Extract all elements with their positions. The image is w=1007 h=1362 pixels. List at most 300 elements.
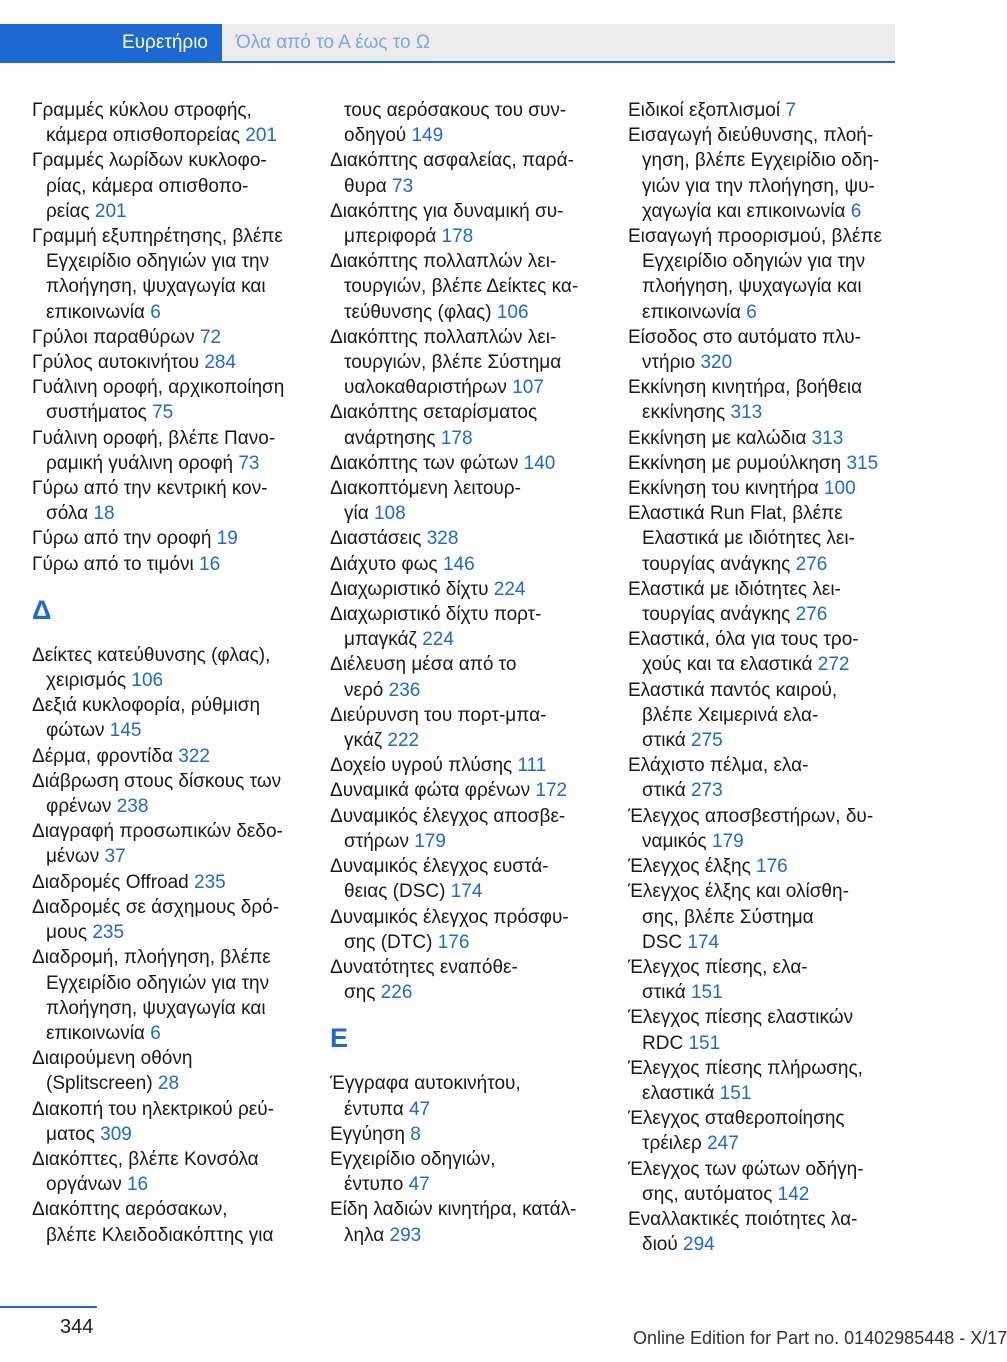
index-entry-text: Ελαστικά Run Flat, βλέπε xyxy=(628,503,843,525)
page-reference-link[interactable]: 272 xyxy=(817,654,850,676)
index-entry xyxy=(32,1097,327,1122)
index-entry-text: Έλεγχος έλξης xyxy=(628,856,757,878)
index-entry-text: ναμικός xyxy=(642,830,712,852)
index-entry-text: χειρισμός xyxy=(46,670,132,692)
index-entry-text: υαλοκαθαριστήρων xyxy=(344,377,513,399)
index-entry-text: ραμική γυάλινη οροφή xyxy=(46,452,239,474)
index-entry-continuation xyxy=(32,996,327,1021)
index-entry-continuation xyxy=(330,1223,625,1248)
index-entry xyxy=(628,123,923,148)
index-entry-text: Διακοπτόμενη λειτουρ‐ xyxy=(330,478,521,500)
page-reference-link[interactable]: 236 xyxy=(388,679,421,701)
page-reference-link[interactable]: 145 xyxy=(109,720,142,742)
page-reference-link[interactable]: 179 xyxy=(414,830,446,852)
index-entry-continuation xyxy=(330,678,625,703)
page-reference-link[interactable]: 47 xyxy=(408,1174,430,1196)
page-reference-link[interactable]: 224 xyxy=(422,629,454,651)
index-entry-text: Ελαστικά με ιδιότητες λει‐ xyxy=(642,528,855,550)
index-entry-text: επικοινωνία xyxy=(642,301,747,323)
page-reference-link[interactable]: 178 xyxy=(440,427,473,449)
index-entry xyxy=(628,426,923,451)
index-entry-text: Διαχωριστικό δίχτυ xyxy=(330,578,494,600)
index-entry xyxy=(330,955,625,980)
index-entry-text: ντήριο xyxy=(642,352,701,374)
index-entry-text: πλοήγηση, ψυχαγωγία και xyxy=(642,276,862,298)
index-entry-text: Έλεγχος πίεσης ελαστικών xyxy=(628,1007,854,1029)
index-entry xyxy=(32,350,327,375)
page-number: 344 xyxy=(60,1316,94,1338)
page-reference-link[interactable]: 313 xyxy=(811,427,844,449)
index-entry xyxy=(330,1147,625,1172)
page-reference-link[interactable]: 18 xyxy=(93,503,115,525)
page-reference-link[interactable]: 226 xyxy=(380,982,413,1004)
index-entry-text: Γύρω από το τιμόνι xyxy=(32,553,200,575)
page-reference-link[interactable]: 7 xyxy=(785,100,796,121)
page-reference-link[interactable]: 146 xyxy=(442,553,475,575)
index-entry-text: τουργιών, βλέπε Σύστημα xyxy=(344,352,562,374)
page-reference-link[interactable]: 106 xyxy=(131,670,164,692)
index-entry-continuation xyxy=(628,148,923,173)
index-entry-text: Εναλλακτικές ποιότητες λα‐ xyxy=(628,1208,858,1230)
index-entry xyxy=(32,375,327,400)
index-entry-text: Δυναμικός έλεγχος ευστά‐ xyxy=(330,856,549,878)
index-entry xyxy=(330,325,625,350)
index-entry-text: γκάζ xyxy=(344,730,388,752)
page-reference-link[interactable]: 151 xyxy=(719,1082,752,1104)
index-entry-text: Ελάχιστο πέλμα, ελα‐ xyxy=(628,755,809,777)
index-entry-text: Εισαγωγή διεύθυνσης, πλοή‐ xyxy=(628,125,874,147)
index-entry-continuation xyxy=(628,980,923,1005)
index-entry xyxy=(330,905,625,930)
index-entry-text: Δυναμικός έλεγχος πρόσφυ‐ xyxy=(330,906,569,928)
index-entry-continuation xyxy=(628,526,923,551)
page-reference-link[interactable]: 315 xyxy=(846,452,879,474)
index-entry-text: Δείκτες κατεύθυνσης (φλας), xyxy=(32,644,271,666)
index-entry-continuation xyxy=(330,274,625,299)
index-entry-text: θυρα xyxy=(344,175,393,197)
index-entry xyxy=(330,476,625,501)
index-entry-text: μένων xyxy=(46,846,105,868)
index-entry-text: τους αερόσακους του συν‐ xyxy=(344,100,567,121)
index-entry xyxy=(628,804,923,829)
index-column-3 xyxy=(628,98,923,1257)
index-entry-text: Διαγραφή προσωπικών δεδο‐ xyxy=(32,821,283,843)
index-entry xyxy=(32,945,327,970)
index-entry-continuation xyxy=(628,778,923,803)
index-entry xyxy=(330,804,625,829)
section-letter: Ε xyxy=(330,1023,349,1054)
index-entry-continuation xyxy=(32,1172,327,1197)
index-entry-text: Έλεγχος πίεσης πλήρωσης, xyxy=(628,1057,863,1079)
index-entry xyxy=(628,879,923,904)
index-entry-text: Διεύρυνση του πορτ-μπα‐ xyxy=(330,704,547,726)
page-reference-link[interactable]: 284 xyxy=(204,352,237,374)
index-entry-continuation xyxy=(32,718,327,743)
index-entry-continuation xyxy=(32,123,327,148)
index-entry-text: τουργίας ανάγκης xyxy=(642,553,796,575)
index-entry-text: Δεξιά κυκλοφορία, ρύθμιση xyxy=(32,695,261,717)
index-entry-text: Διακόπτης αερόσακων, xyxy=(32,1199,228,1221)
page-reference-link[interactable]: 16 xyxy=(199,553,221,575)
index-entry-continuation xyxy=(32,794,327,819)
index-entry xyxy=(628,753,923,778)
index-entry xyxy=(32,98,327,123)
index-entry-text: Εκκίνηση κινητήρα, βοήθεια xyxy=(628,377,863,399)
index-entry-text: Διαχωριστικό δίχτυ πορτ‐ xyxy=(330,604,542,626)
index-entry-text: γία xyxy=(344,503,374,525)
page-reference-link[interactable]: 293 xyxy=(389,1224,422,1246)
page-reference-link[interactable]: 19 xyxy=(216,528,238,550)
index-entry xyxy=(628,325,923,350)
index-entry-text: συστήματος xyxy=(46,402,153,424)
index-entry-text: Ειδικοί εξοπλισμοί xyxy=(628,100,786,121)
index-entry xyxy=(330,1197,625,1222)
page-reference-link[interactable]: 75 xyxy=(152,402,174,424)
index-entry-text: Διακόπτης για δυναμική συ‐ xyxy=(330,200,564,222)
page-reference-link[interactable]: 140 xyxy=(523,452,556,474)
index-entry xyxy=(330,854,625,879)
index-entry xyxy=(628,577,923,602)
index-column-1 xyxy=(32,98,327,1248)
index-entry xyxy=(330,552,625,577)
tab-section-a-to-z[interactable]: Όλα από το Α έως το Ω xyxy=(222,24,895,61)
index-entry xyxy=(628,224,923,249)
index-entry xyxy=(330,249,625,274)
index-entry-text: στήρων xyxy=(344,830,415,852)
index-entry-continuation xyxy=(628,1081,923,1106)
index-entry-text: Ελαστικά παντός καιρού, xyxy=(628,679,838,701)
index-entry-text: Δυναμικός έλεγχος αποσβε‐ xyxy=(330,805,566,827)
index-entry xyxy=(32,1197,327,1222)
index-entry-text: Διακόπτης πολλαπλών λει‐ xyxy=(330,326,557,348)
index-entry-continuation xyxy=(628,652,923,677)
page-reference-link[interactable]: 6 xyxy=(850,200,862,222)
page-reference-link[interactable]: 142 xyxy=(777,1183,810,1205)
index-entry-text: Γρύλοι παραθύρων xyxy=(32,326,200,348)
index-entry xyxy=(32,643,327,668)
tab-index[interactable]: Ευρετήριο xyxy=(0,24,222,61)
index-entry-continuation xyxy=(32,668,327,693)
index-entry xyxy=(628,1056,923,1081)
index-entry xyxy=(330,602,625,627)
index-entry-continuation xyxy=(628,1182,923,1207)
index-entry-text: βλέπε Χειμερινά ελα‐ xyxy=(642,704,819,726)
index-entry-text: Δοχείο υγρού πλύσης xyxy=(330,755,518,777)
index-entry-text: Έλεγχος έλξης και ολίσθη‐ xyxy=(628,881,849,903)
index-entry-text: Γυάλινη οροφή, αρχικοποίηση xyxy=(32,377,285,399)
page-header xyxy=(0,24,895,61)
index-entry-text: Διαδρομές Offroad xyxy=(32,871,195,893)
index-entry xyxy=(330,148,625,173)
index-entry-text: διού xyxy=(642,1234,684,1256)
index-entry-text: Δυναμικά φώτα φρένων xyxy=(330,780,536,802)
page-reference-link[interactable]: 37 xyxy=(104,846,126,868)
index-entry-text: έντυπο xyxy=(344,1174,409,1196)
page-reference-link[interactable]: 172 xyxy=(535,780,568,802)
index-entry xyxy=(330,199,625,224)
index-entry-text: επικοινωνία xyxy=(46,301,151,323)
index-entry-continuation xyxy=(330,375,625,400)
index-entry-continuation xyxy=(32,1071,327,1096)
index-entry xyxy=(32,476,327,501)
index-entry xyxy=(628,501,923,526)
footer-divider xyxy=(0,1306,97,1308)
index-entry-continuation xyxy=(32,451,327,476)
index-entry xyxy=(32,693,327,718)
index-entry-continuation xyxy=(32,844,327,869)
page-reference-link[interactable]: 313 xyxy=(730,402,763,424)
index-entry-text: χαγωγία και επικοινωνία xyxy=(642,200,851,222)
index-entry xyxy=(330,1122,625,1147)
index-entry-text: στικά xyxy=(642,780,691,802)
index-entry-text: Έλεγχος πίεσης, ελα‐ xyxy=(628,956,808,978)
page-reference-link[interactable]: 176 xyxy=(756,856,788,878)
index-entry-continuation xyxy=(330,1172,625,1197)
page-reference-link[interactable]: 100 xyxy=(823,478,856,500)
index-entry-text: σης, αυτόματος xyxy=(642,1183,778,1205)
index-entry xyxy=(32,819,327,844)
index-entry-continuation xyxy=(32,920,327,945)
page-reference-link[interactable]: 16 xyxy=(126,1174,149,1196)
index-entry-text: χούς και τα ελαστικά xyxy=(642,654,818,676)
index-entry-text: Διέλευση μέσα από το xyxy=(330,654,517,676)
index-entry-text: DSC xyxy=(642,931,688,953)
index-entry xyxy=(330,400,625,425)
header-divider xyxy=(0,61,895,63)
index-entry-continuation xyxy=(628,930,923,955)
page-reference-link[interactable]: 224 xyxy=(493,578,526,600)
index-entry-continuation xyxy=(628,274,923,299)
index-entry-continuation xyxy=(32,1122,327,1147)
index-entry-continuation xyxy=(330,930,625,955)
index-entry xyxy=(628,476,923,501)
index-entry-continuation xyxy=(330,728,625,753)
index-entry-text: Έγγραφα αυτοκινήτου, xyxy=(330,1073,521,1095)
index-entry-text: πλοήγηση, ψυχαγωγία και xyxy=(46,276,266,298)
page-reference-link[interactable]: 47 xyxy=(408,1098,431,1120)
index-entry-text: Διάχυτο φως xyxy=(330,553,443,575)
index-entry-continuation xyxy=(32,274,327,299)
index-entry xyxy=(32,552,327,577)
page-reference-link[interactable]: 73 xyxy=(392,175,414,197)
page-reference-link[interactable]: 72 xyxy=(199,326,222,348)
page-reference-link[interactable]: 178 xyxy=(441,226,474,248)
index-entry xyxy=(330,703,625,728)
index-entry xyxy=(32,426,327,451)
index-entry-text: μπεριφορά xyxy=(344,226,442,248)
index-entry-text: Ελαστικά, όλα για τους τρο‐ xyxy=(628,629,859,651)
page-reference-link[interactable]: 322 xyxy=(178,745,210,767)
index-entry-continuation xyxy=(330,224,625,249)
index-entry-text: Διαδρομή, πλοήγηση, βλέπε xyxy=(32,947,271,969)
index-entry-continuation xyxy=(628,728,923,753)
index-entry-text: Εκκίνηση με καλώδια xyxy=(628,427,812,449)
index-entry-text: ματος xyxy=(46,1123,101,1145)
page-reference-link[interactable]: 8 xyxy=(410,1123,421,1145)
page-reference-link[interactable]: 294 xyxy=(683,1234,715,1256)
index-entry-text: Διακοπή του ηλεκτρικού ρεύ‐ xyxy=(32,1098,274,1120)
index-entry-text: οδηγού xyxy=(344,125,412,147)
page-reference-link[interactable]: 328 xyxy=(426,528,459,550)
index-entry-continuation xyxy=(628,350,923,375)
index-entry-continuation xyxy=(330,426,625,451)
index-entry-text: Διακόπτες, βλέπε Κονσόλα xyxy=(32,1148,259,1170)
index-entry-text: τουργιών, βλέπε Δείκτες κα‐ xyxy=(344,276,579,298)
index-entry xyxy=(32,148,327,173)
index-entry-continuation xyxy=(32,300,327,325)
index-entry xyxy=(628,854,923,879)
page-reference-link[interactable]: 106 xyxy=(496,301,529,323)
index-entry-text: Εκκίνηση του κινητήρα xyxy=(628,478,824,500)
page-reference-link[interactable]: 235 xyxy=(92,922,125,944)
page-reference-link[interactable]: 174 xyxy=(450,881,483,903)
index-entry-text: φώτων xyxy=(46,720,110,742)
index-entry-text: Διακόπτης πολλαπλών λει‐ xyxy=(330,251,557,273)
page-reference-link[interactable]: 149 xyxy=(411,125,444,147)
index-entry-text: τρέιλερ xyxy=(642,1133,708,1155)
index-entry-text: Ελαστικά με ιδιότητες λει‐ xyxy=(628,578,841,600)
index-entry-text: τουργίας ανάγκης xyxy=(642,604,796,626)
index-entry-text: γηση, βλέπε Εγχειρίδιο οδη‐ xyxy=(642,150,880,172)
index-entry-text: σης (DTC) xyxy=(344,931,438,953)
index-entry-text: κάμερα οπισθοπορείας xyxy=(46,125,246,147)
index-entry-text: φρένων xyxy=(46,796,117,818)
index-entry-text: Γραμμές λωρίδων κυκλοφο‐ xyxy=(32,150,267,172)
index-entry xyxy=(628,1157,923,1182)
index-entry-continuation xyxy=(330,174,625,199)
page-reference-link[interactable]: 174 xyxy=(687,931,720,953)
index-entry-text: Εισαγωγή προορισμού, βλέπε xyxy=(628,226,883,248)
index-entry-continuation xyxy=(628,905,923,930)
index-entry xyxy=(628,678,923,703)
index-entry xyxy=(32,224,327,249)
index-entry-text: ελαστικά xyxy=(642,1082,720,1104)
index-entry-text: στικά xyxy=(642,730,691,752)
index-entry-text: Έλεγχος των φώτων οδήγη‐ xyxy=(628,1158,864,1180)
page-reference-link[interactable]: 309 xyxy=(100,1123,132,1145)
index-entry-text: Διακόπτης των φώτων xyxy=(330,452,524,474)
index-entry xyxy=(32,1147,327,1172)
index-entry-continuation xyxy=(628,174,923,199)
index-entry-text: Δυνατότητες εναπόθε‐ xyxy=(330,956,518,978)
page-reference-link[interactable]: 108 xyxy=(373,503,406,525)
index-entry xyxy=(628,98,923,123)
index-entry-text: μους xyxy=(46,922,93,944)
index-entry-text: ρίας, κάμερα οπισθοπο‐ xyxy=(46,175,249,197)
index-entry-continuation xyxy=(628,703,923,728)
page-reference-link[interactable]: 111 xyxy=(517,755,547,777)
index-entry xyxy=(628,375,923,400)
page-reference-link[interactable]: 28 xyxy=(157,1073,180,1095)
index-entry-continuation xyxy=(330,350,625,375)
index-entry-continuation xyxy=(628,829,923,854)
index-entry-continuation xyxy=(330,501,625,526)
index-entry-continuation xyxy=(32,1223,327,1248)
index-entry-text: RDC xyxy=(642,1032,689,1054)
index-entry-continuation xyxy=(628,552,923,577)
index-entry-text: τεύθυνσης (φλας) xyxy=(344,301,497,323)
index-entry-text: Διαστάσεις xyxy=(330,528,427,550)
index-column-2 xyxy=(330,98,625,1248)
page-reference-link[interactable]: 6 xyxy=(150,1022,161,1044)
index-entry xyxy=(32,895,327,920)
index-entry-text: ρείας xyxy=(46,200,95,222)
index-entry xyxy=(32,526,327,551)
index-entry-continuation xyxy=(628,300,923,325)
index-entry-text: στικά xyxy=(642,982,691,1004)
index-entry-text: επικοινωνία xyxy=(46,1022,151,1044)
page-reference-link[interactable]: 320 xyxy=(700,352,733,374)
index-entry xyxy=(32,1046,327,1071)
index-entry-text: Διαδρομές σε άσχημους δρό‐ xyxy=(32,896,280,918)
page-reference-link[interactable]: 238 xyxy=(116,796,149,818)
index-entry xyxy=(628,955,923,980)
page-reference-link[interactable]: 179 xyxy=(711,830,744,852)
index-entry xyxy=(628,1207,923,1232)
index-entry-continuation xyxy=(628,199,923,224)
page-reference-link[interactable]: 201 xyxy=(94,200,127,222)
page-reference-link[interactable]: 151 xyxy=(688,1032,721,1054)
index-entry-continuation xyxy=(628,602,923,627)
index-entry-text: Γυάλινη οροφή, βλέπε Πανο‐ xyxy=(32,427,276,449)
index-entry-continuation xyxy=(628,400,923,425)
index-entry-text: Εγχειρίδιο οδηγιών για την xyxy=(46,251,270,273)
index-entry-continuation xyxy=(628,1031,923,1056)
index-entry xyxy=(330,1071,625,1096)
page-reference-link[interactable]: 151 xyxy=(690,982,723,1004)
page-reference-link[interactable]: 273 xyxy=(690,780,723,802)
index-entry-text: Είδη λαδιών κινητήρα, κατάλ‐ xyxy=(330,1199,577,1221)
index-entry-continuation xyxy=(330,98,625,123)
page-reference-link[interactable]: 176 xyxy=(437,931,470,953)
index-entry xyxy=(628,627,923,652)
index-entry-text: Εγχειρίδιο οδηγιών για την xyxy=(642,251,866,273)
page-reference-link[interactable]: 235 xyxy=(194,871,226,893)
page-reference-link[interactable]: 247 xyxy=(707,1133,739,1155)
index-entry-text: ληλα xyxy=(344,1224,390,1246)
page-reference-link[interactable]: 73 xyxy=(238,452,260,474)
page-reference-link[interactable]: 6 xyxy=(746,301,757,323)
index-entry xyxy=(32,325,327,350)
page-reference-link[interactable]: 276 xyxy=(795,604,828,626)
index-entry-continuation xyxy=(330,627,625,652)
index-entry-text: Γύρω από την οροφή xyxy=(32,528,217,550)
index-entry-text: Δέρμα, φροντίδα xyxy=(32,745,179,767)
page-reference-link[interactable]: 107 xyxy=(512,377,544,399)
index-entry-text: Εγγύηση xyxy=(330,1123,411,1145)
page-reference-link[interactable]: 222 xyxy=(387,730,420,752)
index-entry-text: έντυπα xyxy=(344,1098,409,1120)
index-entry-text: (Splitscreen) xyxy=(46,1073,158,1095)
index-entry-text: σόλα xyxy=(46,503,94,525)
page-reference-link[interactable]: 6 xyxy=(150,301,161,323)
index-entry-continuation xyxy=(628,1131,923,1156)
index-entry-text: Γραμμές κύκλου στροφής, xyxy=(32,100,252,121)
page-reference-link[interactable]: 276 xyxy=(795,553,828,575)
index-entry-continuation xyxy=(330,123,625,148)
page-reference-link[interactable]: 275 xyxy=(690,730,723,752)
edition-note[interactable]: Online Edition for Part no. 01402985448 - X/17 xyxy=(633,1328,1007,1348)
index-entry xyxy=(628,451,923,476)
index-entry-text: Διαιρούμενη οθόνη xyxy=(32,1048,193,1070)
page-reference-link[interactable]: 201 xyxy=(245,125,277,147)
index-entry-continuation xyxy=(32,971,327,996)
index-entry-text: σης, βλέπε Σύστημα xyxy=(642,906,814,928)
index-entry-text: Διακόπτης ασφαλείας, παρά‐ xyxy=(330,150,574,172)
index-entry-text: γιών για την πλοήγηση, ψυ‐ xyxy=(642,175,875,197)
index-entry xyxy=(32,744,327,769)
index-entry-text: νερό xyxy=(344,679,389,701)
